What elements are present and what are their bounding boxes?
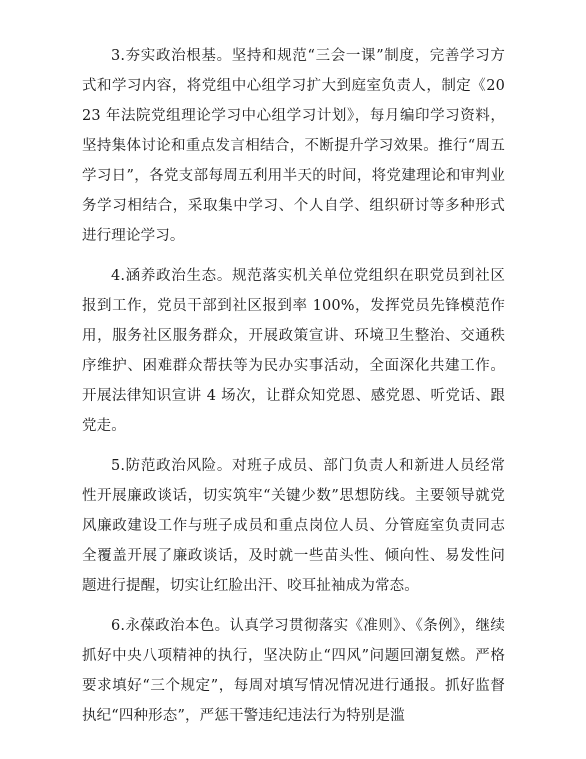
document-body <box>82 41 505 741</box>
paragraph-political-character: 6.永葆政治本色。认真学习贯彻落实《准则》、《条例》，继续抓好中央八项精神的执行，坚决防止“四风”问题回潮复燃。严格要求填好“三个规定”，每周对填写情况情况进行通报。抓好监督执纪“四种形态”，严惩干警违纪违法行为特别是滥 <box>82 618 505 724</box>
paragraph-political-ecology: 4.涵养政治生态。规范落实机关单位党组织在职党员到社区报到工作，党员干部到社区报到率 100%，发挥党员先锋模范作用，服务社区服务群众，开展政策宣讲、环境卫生整治、交通秩序维护、困难群众帮扶等为民办实事活动，全面深化共建工作。开展法律知识宣讲 4 场次，让群众知党恩、感党恩、听党话、跟党走。 <box>82 268 505 434</box>
paragraph-political-risk: 5.防范政治风险。对班子成员、部门负责人和新进人员经常性开展廉政谈话，切实筑牢“关键少数”思想防线。主要领导就党风廉政建设工作与班子成员和重点岗位人员、分管庭室负责同志全覆盖开展了廉政谈话，及时就一些苗头性、倾向性、易发性问题进行提醒，切实让红脸出汗、咬耳扯袖成为常态。 <box>82 458 505 594</box>
paragraph-consolidate-political-foundation: 3.夯实政治根基。坚持和规范“三会一课”制度，完善学习方式和学习内容，将党组中心组学习扩大到庭室负责人，制定《2023 年法院党组理论学习中心组学习计划》，每月编印学习资料，坚持集体讨论和重点发言相结合，不断提升学习效果。推行“周五学习日”，各党支部每周五利用半天的时间，将党建理论和审判业务学习相结合，采取集中学习、个人自学、组织研讨等多种形式进行理论学习。 <box>82 48 505 244</box>
